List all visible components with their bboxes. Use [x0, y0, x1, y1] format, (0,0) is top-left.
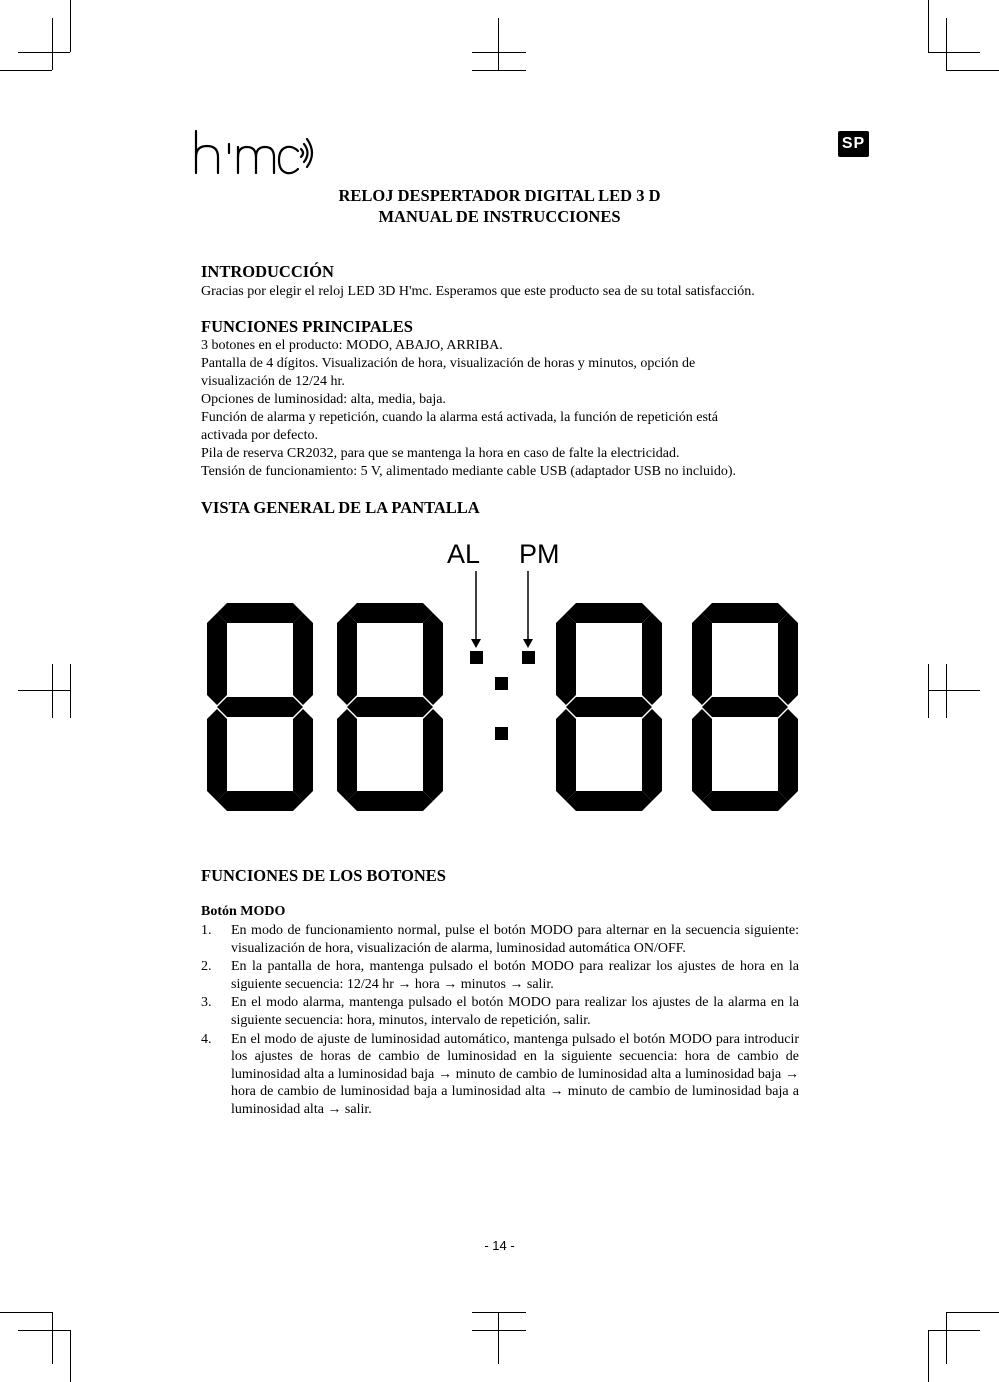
- al-indicator-dot: [470, 651, 483, 664]
- list-item-number: 1.: [201, 923, 212, 938]
- colon-dot-top: [495, 677, 508, 690]
- list-item-number: 2.: [201, 959, 212, 975]
- display-overview-section: [201, 498, 799, 518]
- language-badge: SP: [838, 131, 869, 157]
- main-functions-line: Función de alarma y repetición, cuando la alarma está activada, la función de repetición está: [201, 410, 718, 425]
- document-subtitle: MANUAL DE INSTRUCCIONES: [378, 207, 621, 226]
- main-functions-heading: FUNCIONES PRINCIPALES: [201, 317, 413, 336]
- main-functions-line: Opciones de luminosidad: alta, media, baja.: [201, 392, 446, 407]
- button-functions-heading: FUNCIONES DE LOS BOTONES: [201, 866, 446, 885]
- list-item-text: En el modo alarma, mantenga pulsado el botón MODO para realizar los ajustes de la alarma en la siguiente secuencia: hora, minutos, intervalo de repetición, salir.: [231, 995, 799, 1028]
- list-item-number: 4.: [201, 1031, 212, 1047]
- main-functions-section: [201, 317, 799, 481]
- list-item-text: En la pantalla de hora, mantenga pulsado el botón MODO para realizar los ajustes de hora en la siguiente secuencia: 12/24 hr → hora → minutos → salir.: [231, 959, 799, 992]
- main-functions-line: Tensión de funcionamiento: 5 V, alimentado mediante cable USB (adaptador USB no incluido).: [201, 464, 737, 479]
- main-functions-line: Pantalla de 4 dígitos. Visualización de hora, visualización de horas y minutos, opción de: [201, 356, 696, 371]
- digit-4: [692, 603, 798, 811]
- list-item: [201, 922, 799, 957]
- list-item-text: En el modo de ajuste de luminosidad automático, mantenga pulsado el botón MODO para introducir los ajustes de horas de cambio de luminosidad en la siguiente secuencia: hora de cambio de luminosidad alta a luminosidad baja → minuto de cambio de luminosidad alta a luminosidad baja → hora de cambio de luminosidad baja a luminosidad alta → minuto de cambio de luminosidad baja a luminosidad alta → salir.: [231, 1031, 799, 1117]
- main-functions-line: Pila de reserva CR2032, para que se mantenga la hora en caso de falte la electricidad.: [201, 446, 680, 461]
- main-functions-line: activada por defecto.: [201, 428, 318, 443]
- digit-2: [337, 603, 443, 811]
- intro-text: Gracias por elegir el reloj LED 3D H'mc. Esperamos que este producto sea de su total satisfacción.: [201, 284, 755, 299]
- list-item-text: En modo de funcionamiento normal, pulse el botón MODO para alternar en la secuencia siguiente: visualización de hora, visualización de alarma, luminosidad automática ON/OFF.: [231, 923, 799, 956]
- list-item: [201, 994, 799, 1029]
- main-functions-line: visualización de 12/24 hr.: [201, 374, 345, 389]
- digit-1: [207, 603, 313, 811]
- document-title: RELOJ DESPERTADOR DIGITAL LED 3 D: [338, 186, 661, 205]
- list-item: [201, 1031, 799, 1119]
- colon-dot-bottom: [495, 727, 508, 740]
- pm-indicator-label: PM: [519, 539, 560, 569]
- list-item: [201, 958, 799, 993]
- page-number: - 14 -: [484, 1238, 515, 1253]
- button-functions-section: [201, 866, 799, 1120]
- intro-section: [201, 262, 799, 301]
- display-overview-heading: VISTA GENERAL DE LA PANTALLA: [201, 498, 480, 517]
- brand-logo: [193, 127, 318, 179]
- main-functions-line: 3 botones en el producto: MODO, ABAJO, ARRIBA.: [201, 338, 503, 353]
- led-display-diagram: [195, 535, 815, 825]
- al-indicator-label: AL: [447, 539, 481, 569]
- intro-heading: INTRODUCCIÓN: [201, 262, 334, 281]
- digit-3: [556, 603, 662, 811]
- list-item-number: 3.: [201, 995, 212, 1011]
- mode-button-subheading: Botón MODO: [201, 904, 286, 919]
- pm-indicator-dot: [522, 651, 535, 664]
- mode-button-steps: [201, 922, 799, 1119]
